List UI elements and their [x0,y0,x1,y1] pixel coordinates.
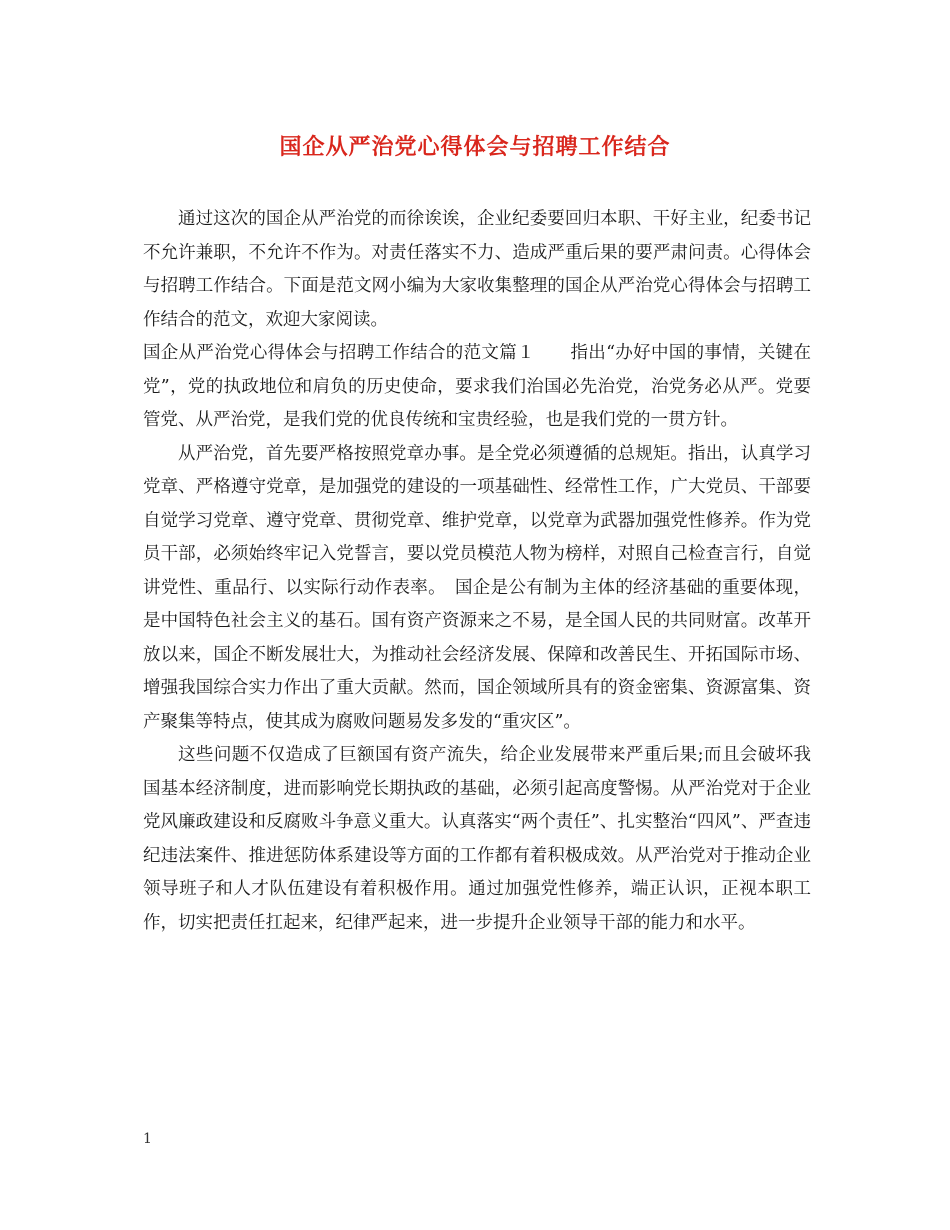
paragraph-party-constitution: 从严治党，首先要严格按照党章办事。是全党必须遵循的总规矩。指出，认真学习党章、严格遵守党章，是加强党的建设的一项基础性、经常性工作，广大党员、干部要自觉学习党章、遵守党章、贯彻党章、维护党章，以党章为武器加强党性修养。作为党员干部，必须始终牢记入党誓言，要以党员模范人物为榜样，对照自己检查言行，自觉讲党性、重品行、以实际行动作表率。 国企是公有制为主体的经济基础的重要体现，是中国特色社会主义的基石。国有资产资源来之不易，是全国人民的共同财富。改革开放以来，国企不断发展壮大，为推动社会经济发展、保障和改善民生、开拓国际市场、增强我国综合实力作出了重大贡献。然而，国企领域所具有的资金密集、资源富集、资产聚集等特点，使其成为腐败问题易发多发的“重灾区”。 [143,443,811,732]
paragraph-intro: 通过这次的国企从严治党的而徐诶诶，企业纪委要回归本职、干好主业，纪委书记不允许兼职，不允许不作为。对责任落实不力、造成严重后果的要严肃问责。心得体会与招聘工作结合。下面是范文网小编为大家收集整理的国企从严治党心得体会与招聘工作结合的范文，欢迎大家阅读。 [143,209,811,330]
document-body [143,203,811,940]
paragraph-section-heading: 国企从严治党心得体会与招聘工作结合的范文篇１ 指出“办好中国的事情，关键在党”，党的执政地位和肩负的历史使命，要求我们治国必先治党，治党务必从严。党要管党、从严治党，是我们党的优良传统和宝贵经验，也是我们党的一贯方针。 [143,343,811,430]
document-title: 国企从严治党心得体会与招聘工作结合 [279,134,671,160]
paragraph-consequences: 这些问题不仅造成了巨额国有资产流失，给企业发展带来严重后果;而且会破坏我国基本经济制度，进而影响党长期执政的基础，必须引起高度警惕。从严治党对于企业党风廉政建设和反腐败斗争意义重大。认真落实“两个责任”、扎实整治“四风”、严查违纪违法案件、推进惩防体系建设等方面的工作都有着积极成效。从严治党对于推动企业领导班子和人才队伍建设有着积极作用。通过加强党性修养，端正认识，正视本职工作，切实把责任扛起来，纪律严起来，进一步提升企业领导干部的能力和水平。 [143,745,811,933]
page-number: 1 [143,1131,152,1147]
